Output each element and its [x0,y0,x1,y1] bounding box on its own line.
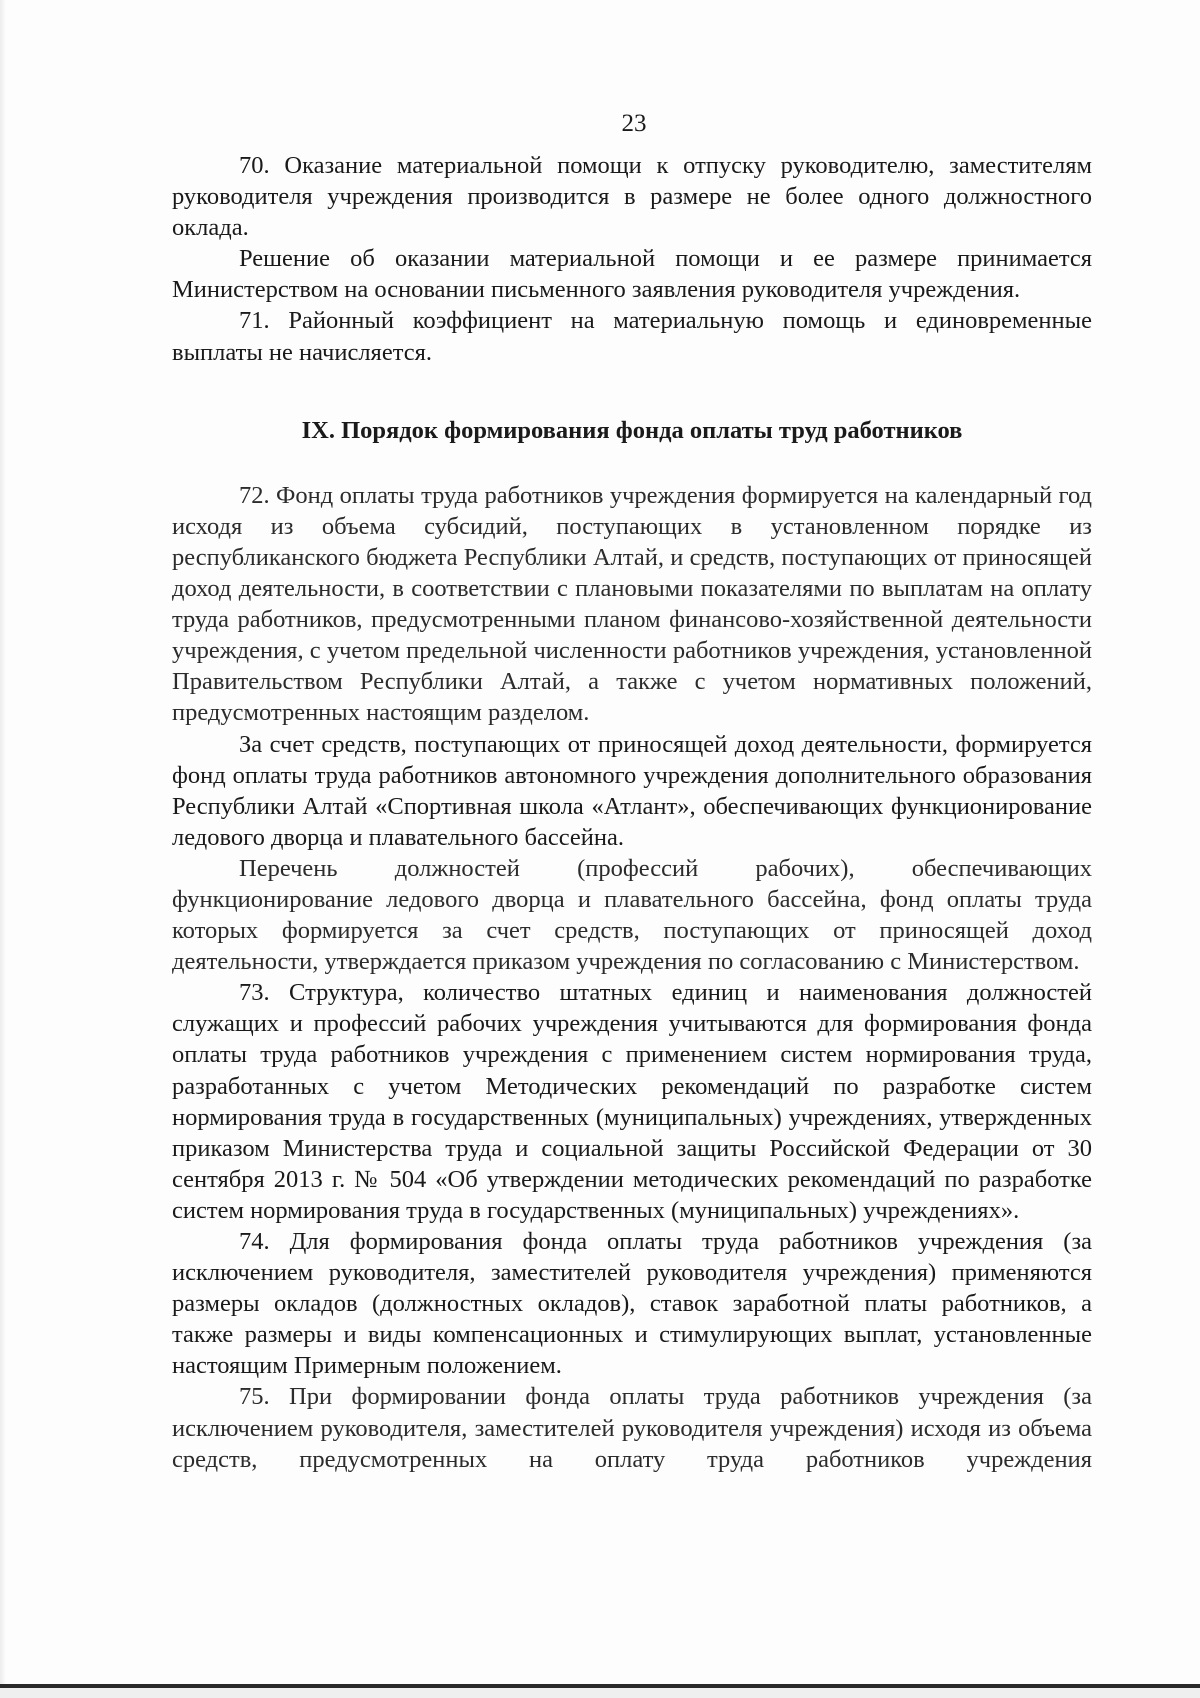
paragraph-72-list: Перечень должностей (профессий рабочих), обеспечивающих функционирование ледового дворца и плавательного бассейна, фонд оплаты труда которых формируется за счет средств, поступающих от приносящей доход деятельности, утверждается приказом учреждения по согласованию с Министерством. [172,854,1092,976]
paragraph-72-income: За счет средств, поступающих от приносящей доход деятельности, формируется фонд оплаты труда работников автономного учреждения дополнительного образования Республики Алтай «Спортивная школа «Атлант», обеспечивающих функционирование ледового дворца и плавательного бассейна. [172,730,1092,851]
paragraph-74: 74. Для формирования фонда оплаты труда работников учреждения (за исключением руководителя, заместителей руководителя учреждения) применяются размеры окладов (должностных окладов), ставок заработной платы работников, а также размеры и виды компенсационных и стимулирующих выплат, установленные настоящим Примерным положением. [172,1228,1092,1380]
paragraph-70: 70. Оказание материальной помощи к отпуску руководителю, заместителям руководителя учреждения производится в размере не более одного должностного оклада. [172,152,1092,242]
paragraph-75: 75. При формировании фонда оплаты труда работников учреждения (за исключением руководителя, заместителей руководителя учреждения) исходя из объема средств, предусмотренных на оплату труда работников учреждения [172,1383,1092,1473]
scan-left-edge [0,0,6,1698]
section-heading: IX. Порядок формирования фонда оплаты труд работников [301,416,963,444]
paragraph-72: 72. Фонд оплаты труда работников учреждения формируется на календарный год исходя из объема субсидий, поступающих в установленном порядке из республиканского бюджета Республики Алтай, и средств, поступающих от приносящей доход деятельности, в соответствии с плановыми показателями по выплатам на оплату труда работников, предусмотренными планом финансово-хозяйственной деятельности учреждения, с учетом предельной численности работников учреждения, установленной Правительством Республики Алтай, а также с учетом нормативных положений, предусмотренных настоящим разделом. [172,481,1092,727]
paragraph-73: 73. Структура, количество штатных единиц и наименования должностей служащих и профессий рабочих учреждения учитываются для формирования фонда оплаты труда работников учреждения с применением систем нормирования труда, разработанных с учетом Методических рекомендаций по разработке систем нормирования труда в государственных (муниципальных) учреждениях, утвержденных приказом Министерства труда и социальной защиты Российской Федерации от 30 сентября 2013 г. № 504 «Об утверждении методических рекомендаций по разработке систем нормирования труда в государственных (муниципальных) учреждениях». [172,979,1092,1224]
paragraph-71: 71. Районный коэффициент на материальную помощь и единовременные выплаты не начисляется. [172,307,1092,366]
paragraph-70-decision: Решение об оказании материальной помощи и ее размере принимается Министерством на основании письменного заявления руководителя учреждения. [172,245,1092,304]
page-number: 23 [621,110,647,137]
document-body [172,150,1092,1475]
scan-bottom-margin [0,1688,1200,1698]
